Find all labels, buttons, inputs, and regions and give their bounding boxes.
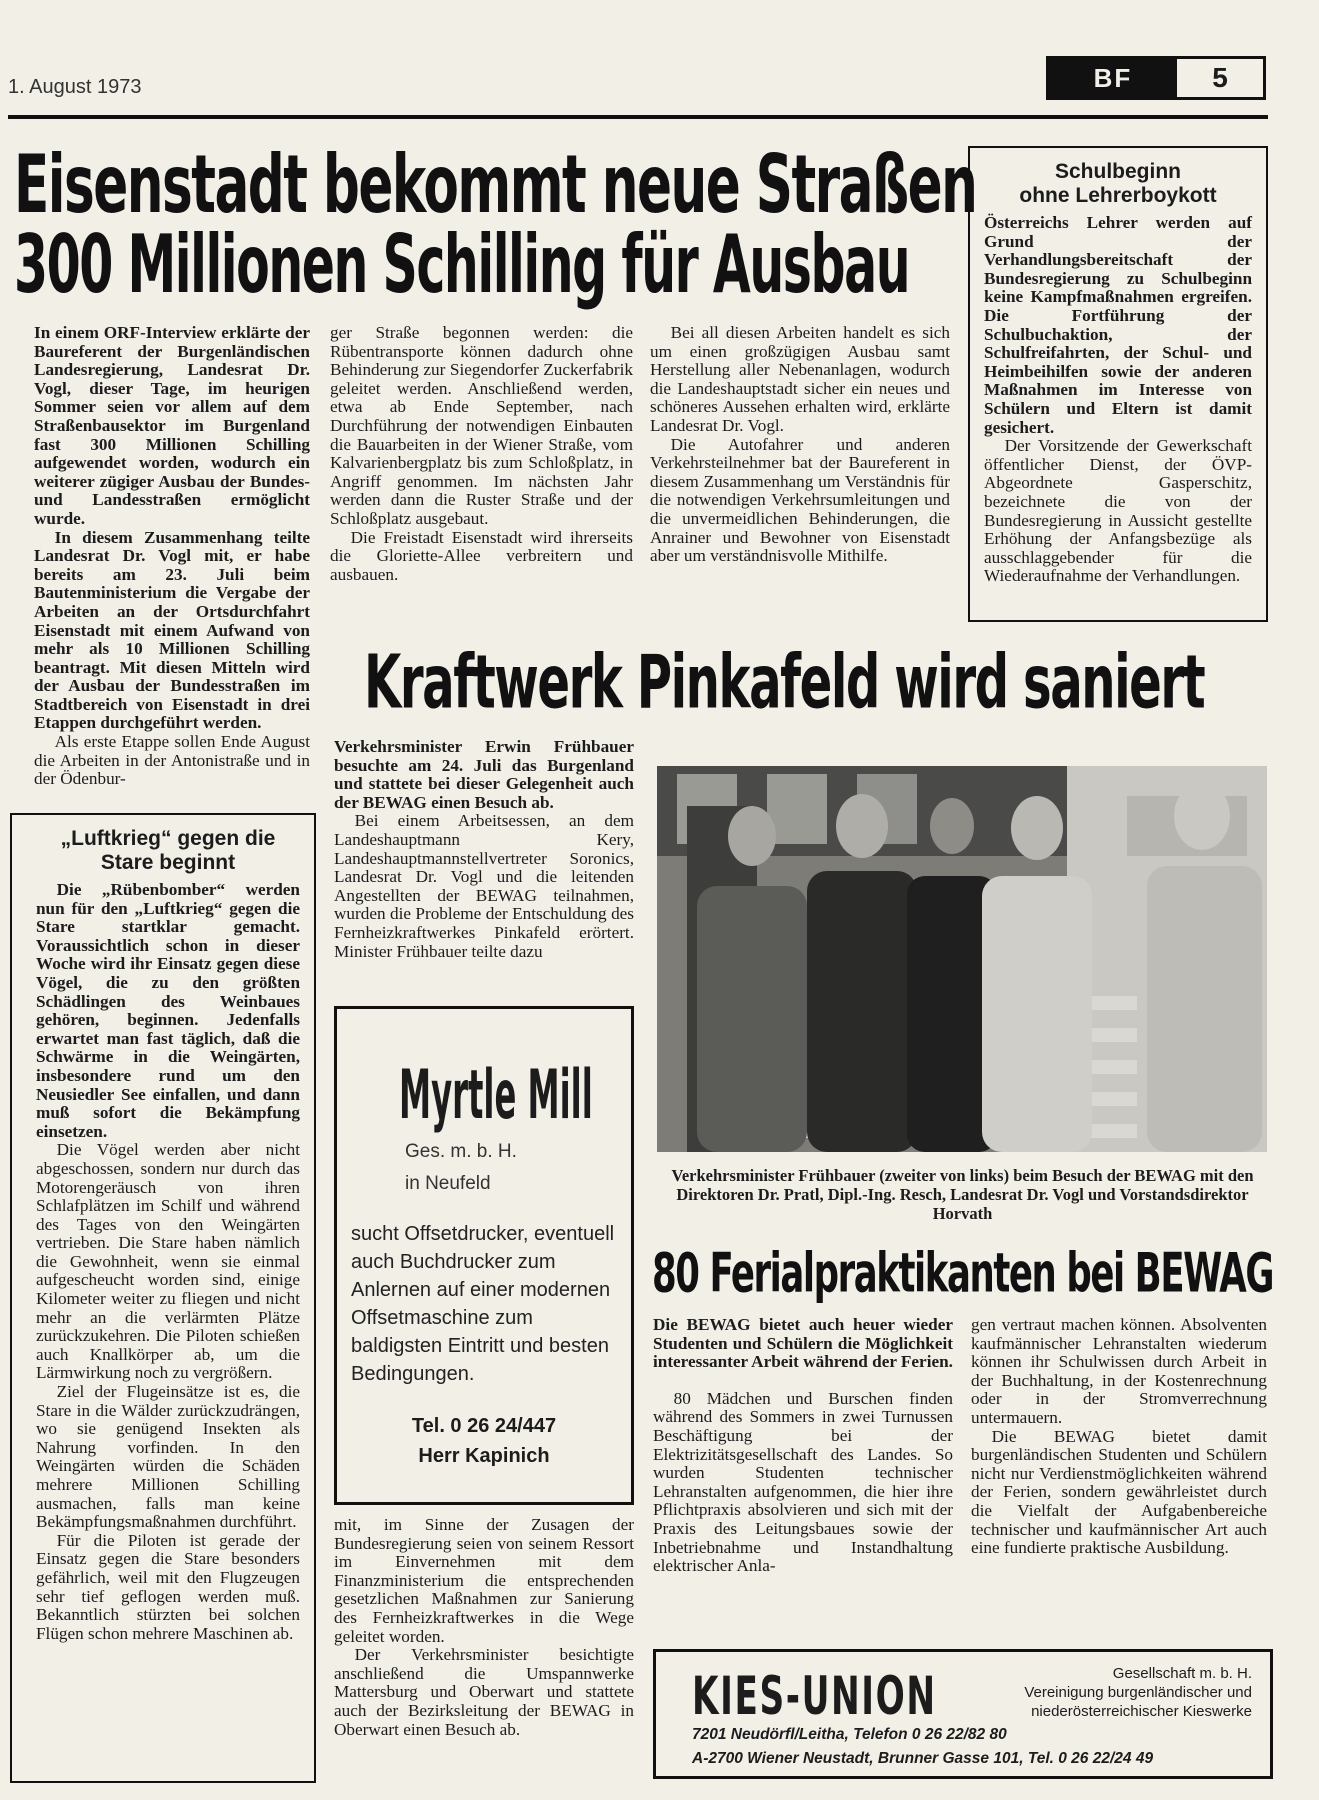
photo-illustration bbox=[657, 766, 1267, 1152]
paragraph: Bei einem Arbeitsessen, an dem Landeshauptmann Kery, Landeshauptmannstellvertreter Soronics, Landesrat Dr. Vogl und die leitenden Angestellten der BEWAG teilnahmen, wurden die Probleme der Entschuldung des Fernheizkraftwerkes Pinkafeld erörtert. Minister Frühbauer teilte dazu bbox=[334, 811, 634, 961]
box-title: „Luftkrieg“ gegen die bbox=[60, 827, 276, 850]
paragraph: Die Autofahrer und anderen Verkehrsteilnehmer bat der Baureferent in diesem Zusammenhang um Verständnis für die notwendigen Verkehrsumleitungen und die unvermeidlichen Behinderungen, die Anrainer und Bewohner von Eisenstadt aber um verständnisvolle Mithilfe. bbox=[650, 434, 950, 566]
article-lead: In einem ORF-Interview erklärte der Baureferent der Burgenländischen Landesregierung, Landesrat Dr. Vogl, dieser Tage, im heurigen Sommer seien vor allem auf dem Straßenbausektor im Burgenland fast 300 Millionen Schilling aufgewendet worden, wodurch ein weiterer zügiger Ausbau der Bundes- und Landesstraßen ermöglicht wurde. bbox=[34, 323, 310, 528]
paragraph: Der Verkehrsminister besichtigte anschließend die Umspannwerke Mattersburg und Oberwart und stattete auch der Bezirksleitung der BEWAG in Oberwart einen Besuch ab. bbox=[334, 1645, 634, 1739]
article-lead: Die BEWAG bietet auch heuer wieder Studenten und Schülern die Möglichkeit interessanter Arbeit während der Ferien. bbox=[653, 1315, 953, 1372]
ad-kies-union bbox=[653, 1649, 1273, 1779]
photo-caption: Verkehrsminister Frühbauer (zweiter von links) beim Besuch der BEWAG mit den Direktoren Dr. Pratl, Dipl.-Ing. Resch, Landesrat Dr. Vogl und Vorstandsdirektor Horvath bbox=[671, 1166, 1254, 1223]
article-kraftwerk-col2 bbox=[334, 1516, 634, 1739]
news-photo bbox=[657, 766, 1267, 1152]
headline-strassen-1: Eisenstadt bekommt neue Straßen bbox=[14, 138, 977, 233]
box-schulbeginn bbox=[968, 146, 1268, 622]
ad-brand: Myrtle Mill bbox=[399, 1057, 593, 1135]
box-body bbox=[984, 214, 1252, 586]
headline-kraftwerk: Kraftwerk Pinkafeld wird saniert bbox=[364, 639, 1205, 726]
ad-company-form: Ges. m. b. H. bbox=[405, 1141, 517, 1162]
ad-description: Vereinigung burgenländischer und bbox=[1024, 1684, 1252, 1701]
box-lead: Die „Rübenbomber“ werden nun für den „Luftkrieg“ gegen die Stare startklar gemacht. Voraussichtlich schon in dieser Woche wird ihr Einsatz gegen diese Vögel, die zu den größten Schädlingen des Weinbaues gehören, beginnen. Jedenfalls erwartet man fast täglich, daß die Schwärme in die Weingärten, insbesondere rund um den Neusiedler See einfallen, und dann muß sofort die Bekämpfung einsetzen. bbox=[36, 880, 300, 1141]
section-label: BF bbox=[1049, 59, 1177, 97]
paragraph: Ziel der Flugeinsätze ist es, die Stare in die Wälder zurückzudrängen, wo sie genügend Insekten als Nahrung vorfinden. In den Weingärten würden die Schäden mehrere Millionen Schilling ausmachen, falls man keine Bekämpfungsmaßnahmen durchführt. bbox=[36, 1382, 300, 1532]
paragraph: mit, im Sinne der Zusagen der Bundesregierung seien von seinem Ressort im Einvernehmen mit dem Finanzministerium die entsprechenden gesetzlichen Maßnahmen zur Sanierung des Fernheizkraftwerkes in die Wege geleitet worden. bbox=[334, 1515, 634, 1646]
paragraph: ger Straße begonnen werden: die Rübentransporte können dadurch ohne Behinderung zur Siegendorfer Zuckerfabrik geleitet werden. Anschließend werden, etwa ab Ende September, nach Durchführung der notwendigen Einbauten die Bauarbeiten in der Wiener Straße, vom Kalvarienbergplatz bis zum Schloßplatz, in Angriff genommen. Im nächsten Jahr werden dann die Ruster Straße und der Schloßplatz ausgebaut. bbox=[330, 323, 633, 528]
paragraph: In diesem Zusammenhang teilte Landesrat Dr. Vogl mit, er habe bereits am 23. Juli beim Bautenministerium die Vergabe der Arbeiten an der Ortsdurchfahrt Eisenstadt mit einem Aufwand von mehr als 10 Millionen Schilling beantragt. Mit diesen Mitteln wird der Ausbau der Bundesstraßen im Stadtbereich von Eisenstadt in drei Etappen durchgeführt werden. bbox=[34, 527, 310, 733]
article-ferial-col2 bbox=[971, 1316, 1267, 1558]
article-kraftwerk-col1 bbox=[334, 738, 634, 961]
paragraph: gen vertraut machen können. Absolventen kaufmännischer Lehranstalten wiederum können ihr Schulwissen durch Arbeit in der Buchhaltung, in der Kostenrechnung oder in der Stromverrechnung untermauern. bbox=[971, 1315, 1267, 1427]
ad-brand: KIES-UNION bbox=[692, 1666, 937, 1728]
ad-body: sucht Offsetdrucker, eventuell auch Buchdrucker zum Anlernen auf einer modernen Offsetmaschine zum baldigsten Eintritt und besten Bedingungen. bbox=[351, 1223, 615, 1385]
page-section-box bbox=[1046, 56, 1266, 100]
ad-company-info bbox=[1024, 1664, 1252, 1721]
box-title: Schulbeginn bbox=[1055, 160, 1181, 183]
paragraph: Bei all diesen Arbeiten handelt es sich um einen großzügigen Ausbau samt Herstellung aller Nebenanlagen, wodurch die Landeshauptstadt sicher ein neues und schöneres Aussehen erhalten wird, erklärte Landesrat Dr. Vogl. bbox=[650, 323, 950, 435]
box-title: ohne Lehrerboykott bbox=[1019, 184, 1217, 207]
header-rule bbox=[8, 115, 1268, 119]
headline-strassen-2: 300 Millionen Schilling für Ausbau bbox=[14, 218, 910, 313]
ad-location: in Neufeld bbox=[405, 1173, 491, 1194]
paragraph: Der Vorsitzende der Gewerkschaft öffentlicher Dienst, der ÖVP-Abgeordnete Gasperschitz, bezeichnete die von der Bundesregierung in Aussicht gestellte Erhöhung der Anfangsbezüge als ausschlaggebender für die Wiederaufnahme der Verhandlungen. bbox=[984, 436, 1252, 586]
paragraph: Die Vögel werden aber nicht abgeschossen, sondern nur durch das Motorengeräusch von ihren Schlafplätzen im Schilf und während des Tages von den Weingärten vertrieben. Die Stare haben nämlich die Gewohnheit, wenn sie einmal aufgescheucht worden sind, einige Kilometer weiter zu fliegen und nicht mehr an die verlärmten Plätze zurückzukehren. Die Piloten schießen auch Knallkörper ab, um die Lärmwirkung noch zu vergrößern. bbox=[36, 1140, 300, 1383]
ad-address: 7201 Neudörfl/Leitha, Telefon 0 26 22/82 80 bbox=[692, 1726, 1007, 1743]
box-title: Stare beginnt bbox=[100, 851, 236, 874]
issue-date: 1. August 1973 bbox=[8, 76, 142, 98]
ad-address: A-2700 Wiener Neustadt, Brunner Gasse 101, Tel. 0 26 22/24 49 bbox=[692, 1750, 1154, 1767]
box-luftkrieg bbox=[10, 813, 316, 1783]
paragraph: 80 Mädchen und Burschen finden während des Sommers in zwei Turnussen Beschäftigung bei der Elektrizitätsgesellschaft des Landes. So wurden Studenten technischer Lehranstalten aufgenommen, die hier ihre Pflichtpraxis absolvieren und sich mit der Praxis des Leitungsbaues sowie der Inbetriebnahme und Instandhaltung elektrischer Anla- bbox=[653, 1388, 953, 1576]
article-strassen-col2 bbox=[330, 324, 633, 584]
article-ferial-col1 bbox=[653, 1316, 953, 1576]
box-lead: Österreichs Lehrer werden auf Grund der Verhandlungsbereitschaft der Bundesregierung zu Schulbeginn keine Kampfmaßnahmen ergreifen. Die Fortführung der Schulbuchaktion, der Schulfreifahrten, der Schul- und Heimbeihilfen sowie der anderen Maßnahmen im Interesse von Schülern und Eltern ist damit gesichert. bbox=[984, 213, 1252, 437]
ad-telephone: Tel. 0 26 24/447 bbox=[411, 1415, 557, 1437]
ad-myrtle-mill bbox=[334, 1006, 634, 1505]
page-number: 5 bbox=[1212, 62, 1228, 93]
ad-company-form: Gesellschaft m. b. H. bbox=[1112, 1665, 1252, 1682]
article-lead: Verkehrsminister Erwin Frühbauer besuchte am 24. Juli das Burgenland und stattete bei dieser Gelegenheit auch der BEWAG einen Besuch ab. bbox=[334, 737, 634, 812]
paragraph: Die BEWAG bietet damit burgenländischen Studenten und Schülern nicht nur Verdienstmöglichkeiten während der Ferien, sondern gewährleistet durch die Vielfalt der Aufgabenbereiche technischer und kaufmännischer Art auch eine fundierte praktische Ausbildung. bbox=[971, 1426, 1267, 1558]
ad-contact: Herr Kapinich bbox=[418, 1445, 550, 1467]
article-strassen-col1 bbox=[34, 324, 310, 789]
headline-ferial: 80 Ferialpraktikanten bei BEWAG bbox=[652, 1241, 1274, 1305]
ad-description: niederösterreichischer Kieswerke bbox=[1031, 1703, 1252, 1720]
paragraph: Für die Piloten ist gerade der Einsatz gegen die Stare besonders gefährlich, weil mit den Flugzeugen sehr tief geflogen werden muß. Bekanntlich stürzten bei solchen Flügen schon mehrere Maschinen ab. bbox=[36, 1530, 300, 1643]
paragraph: Die Freistadt Eisenstadt wird ihrerseits die Gloriette-Allee verbreitern und ausbauen. bbox=[330, 527, 633, 584]
paragraph: Als erste Etappe sollen Ende August die Arbeiten in der Antonistraße und in der Ödenbur- bbox=[34, 732, 310, 789]
box-body bbox=[36, 881, 300, 1643]
article-strassen-col3 bbox=[650, 324, 950, 566]
